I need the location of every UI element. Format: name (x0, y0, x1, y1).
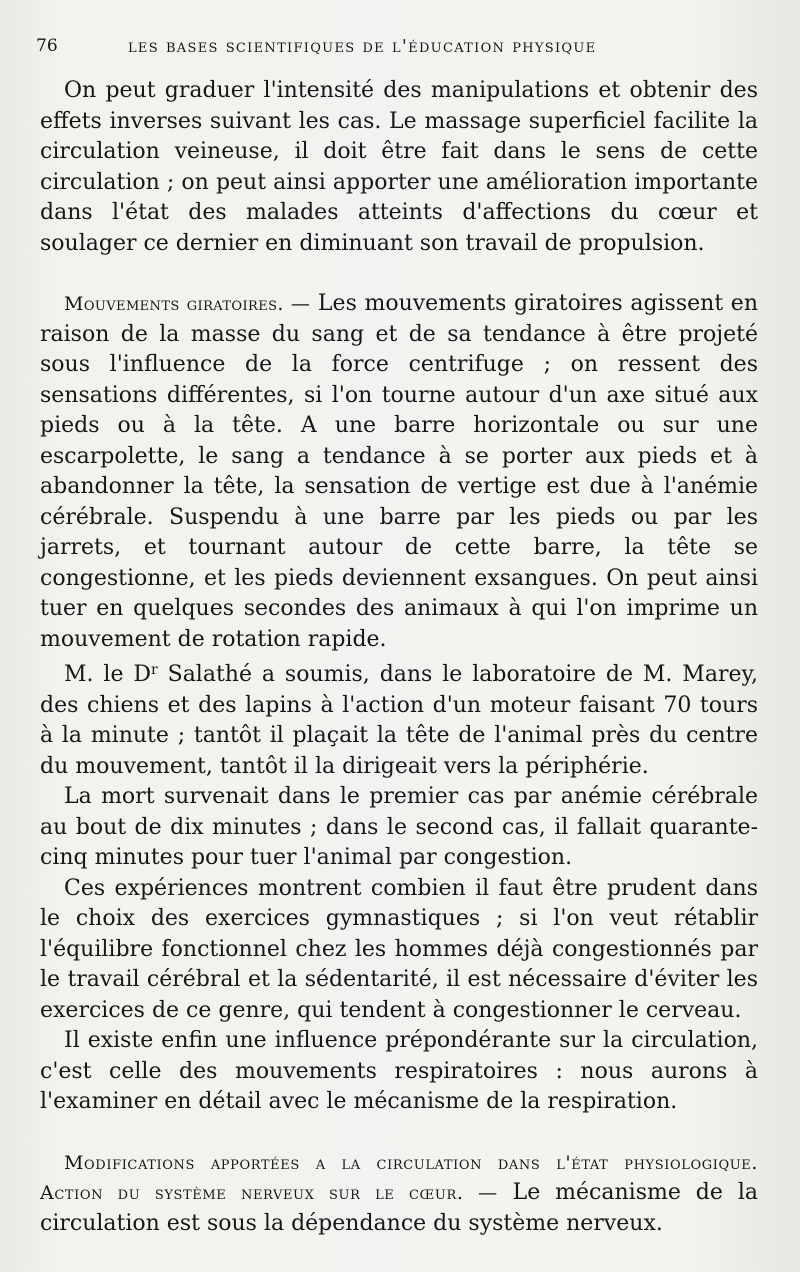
section-heading-modifications: Modifications apportées a la circulation dans l'état physiologique. Action du système nerveux sur le cœur. — (40, 1151, 758, 1204)
running-title: les bases scientifiques de l'éducation physique (128, 36, 597, 57)
paragraph-mort: La mort survenait dans le premier cas par anémie cérébrale au bout de dix minutes ; dans le second cas, il fallait quarante-cinq minutes pour tuer l'animal par congestion. (40, 784, 758, 870)
paragraph-modifications (40, 1148, 758, 1240)
paragraph-massage: On peut graduer l'intensité des manipulations et obtenir des effets inverses suivant les cas. Le massage superficiel facilite la circulation veineuse, il doit être fait dans le sens de cette circulation ; on peut ainsi apporter une amélioration importante dans l'état des malades atteints d'affections du cœur et soulager ce dernier en diminuant son travail de propulsion. (40, 78, 758, 256)
paragraph-text: Salathé a soumis, dans le laboratoire de M. Marey, des chiens et des lapins à l'action d'un moteur faisant 70 tours à la minute ; tantôt il plaçait la tête de l'animal près du centre du mouvement, tantôt il la dirigeait vers la périphérie. (40, 662, 758, 779)
page-header (36, 36, 760, 60)
paragraph-experiences: Ces expériences montrent combien il faut être prudent dans le choix des exercices gymnastiques ; si l'on veut rétablir l'équilibre fonctionnel chez les hommes déjà congestionnés par le travail cérébral et la sédentarité, il est nécessaire d'éviter les exercices de ce genre, qui tendent à congestionner le cerveau. (40, 875, 758, 1023)
paragraph-influence-respiratoire: Il existe enfin une influence prépondérante sur la circulation, c'est celle des mouvements respiratoires : nous aurons à l'examiner en détail avec le mécanisme de la respiration. (40, 1028, 758, 1114)
body-text (40, 76, 758, 1239)
paragraph-text: Le mécanisme de la circulation est sous la dépendance du système nerveux. (40, 1180, 758, 1236)
paragraph-salathe (40, 655, 758, 782)
paragraph-text: M. le D (64, 662, 152, 687)
paragraph-text: Les mouvements giratoires agissent en raison de la masse du sang et de sa tendance à être projeté sous l'influence de la force centrifuge ; on ressent des sensations différentes, si l'on tourne autour d'un axe situé aux pieds ou à la tête. A une barre horizontale ou sur une escarpolette, le sang a tendance à se porter aux pieds et à abandonner la tête, la sensation de vertige est due à l'anémie cérébrale. Suspendu à une barre par les pieds ou par les jarrets, et tournant autour de cette barre, la tête se congestionne, et les pieds deviennent exsangues. On peut ainsi tuer en quelques secondes des animaux à qui l'on imprime un mouvement de rotation rapide. (40, 291, 758, 652)
section-heading-mouvements-giratoires: Mouvements giratoires. — (64, 293, 311, 315)
page-number: 76 (36, 36, 58, 56)
paragraph-mouvements-giratoires (40, 289, 758, 655)
superscript: r (151, 662, 158, 678)
